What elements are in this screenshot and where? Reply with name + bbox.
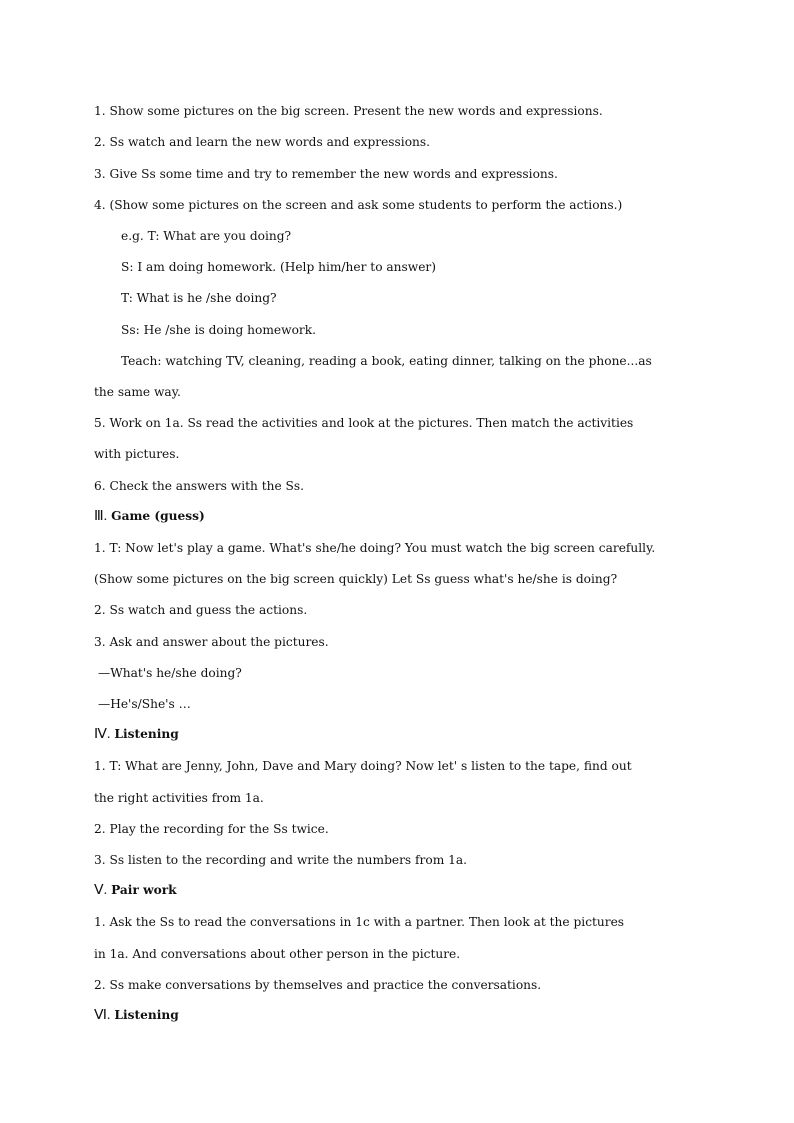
section-title: Listening: [114, 1008, 179, 1022]
step-line: 2. Ss make conversations by themselves and practice the conversations.: [94, 978, 542, 992]
dialogue-line: S: I am doing homework. (Help him/her to answer): [121, 260, 437, 274]
step-line: the right activities from 1a.: [94, 791, 264, 805]
step-line: 3. Ss listen to the recording and write the numbers from 1a.: [94, 853, 468, 867]
step-line: 2. Ss watch and learn the new words and expressions.: [94, 135, 431, 149]
section-numeral: Ⅵ.: [94, 1008, 111, 1023]
step-line: 4. (Show some pictures on the screen and ask some students to perform the actions.): [94, 198, 623, 212]
section-numeral: Ⅲ.: [94, 509, 108, 524]
step-line: with pictures.: [94, 447, 180, 461]
step-line: 3. Ask and answer about the pictures.: [94, 635, 329, 649]
dialogue-line: Ss: He /she is doing homework.: [121, 323, 316, 337]
section-numeral: Ⅳ.: [94, 727, 111, 742]
step-line: 3. Give Ss some time and try to remember the new words and expressions.: [94, 167, 558, 181]
section-heading: [94, 1007, 714, 1024]
step-line: (Show some pictures on the big screen quickly) Let Ss guess what's he/she is doing?: [94, 572, 618, 586]
dialogue-line: Teach: watching TV, cleaning, reading a book, eating dinner, talking on the phone...as: [121, 354, 652, 368]
step-line: 6. Check the answers with the Ss.: [94, 479, 305, 493]
dialogue-line: T: What is he /she doing?: [121, 291, 277, 305]
step-line: 2. Ss watch and guess the actions.: [94, 603, 308, 617]
section-title: Game (guess): [111, 509, 205, 523]
section-title: Pair work: [111, 883, 177, 897]
dialogue-line: —What's he/she doing?: [98, 666, 242, 680]
section-heading: [94, 882, 714, 899]
section-title: Listening: [114, 727, 179, 741]
step-line: the same way.: [94, 385, 181, 399]
section-heading: [94, 726, 714, 743]
step-line: 1. Show some pictures on the big screen. Present the new words and expressions.: [94, 104, 603, 118]
step-line: 1. T: What are Jenny, John, Dave and Mary doing? Now let' s listen to the tape, find out: [94, 759, 632, 773]
dialogue-line: e.g. T: What are you doing?: [121, 229, 292, 243]
section-numeral: Ⅴ.: [94, 883, 108, 898]
step-line: 2. Play the recording for the Ss twice.: [94, 822, 329, 836]
step-line: in 1a. And conversations about other person in the picture.: [94, 947, 461, 961]
section-heading: [94, 508, 714, 525]
step-line: 1. T: Now let's play a game. What's she/he doing? You must watch the big screen carefully.: [94, 541, 656, 555]
dialogue-line: —He's/She's …: [98, 697, 191, 711]
step-line: 1. Ask the Ss to read the conversations in 1c with a partner. Then look at the pictures: [94, 915, 625, 929]
step-line: 5. Work on 1a. Ss read the activities and look at the pictures. Then match the activities: [94, 416, 634, 430]
